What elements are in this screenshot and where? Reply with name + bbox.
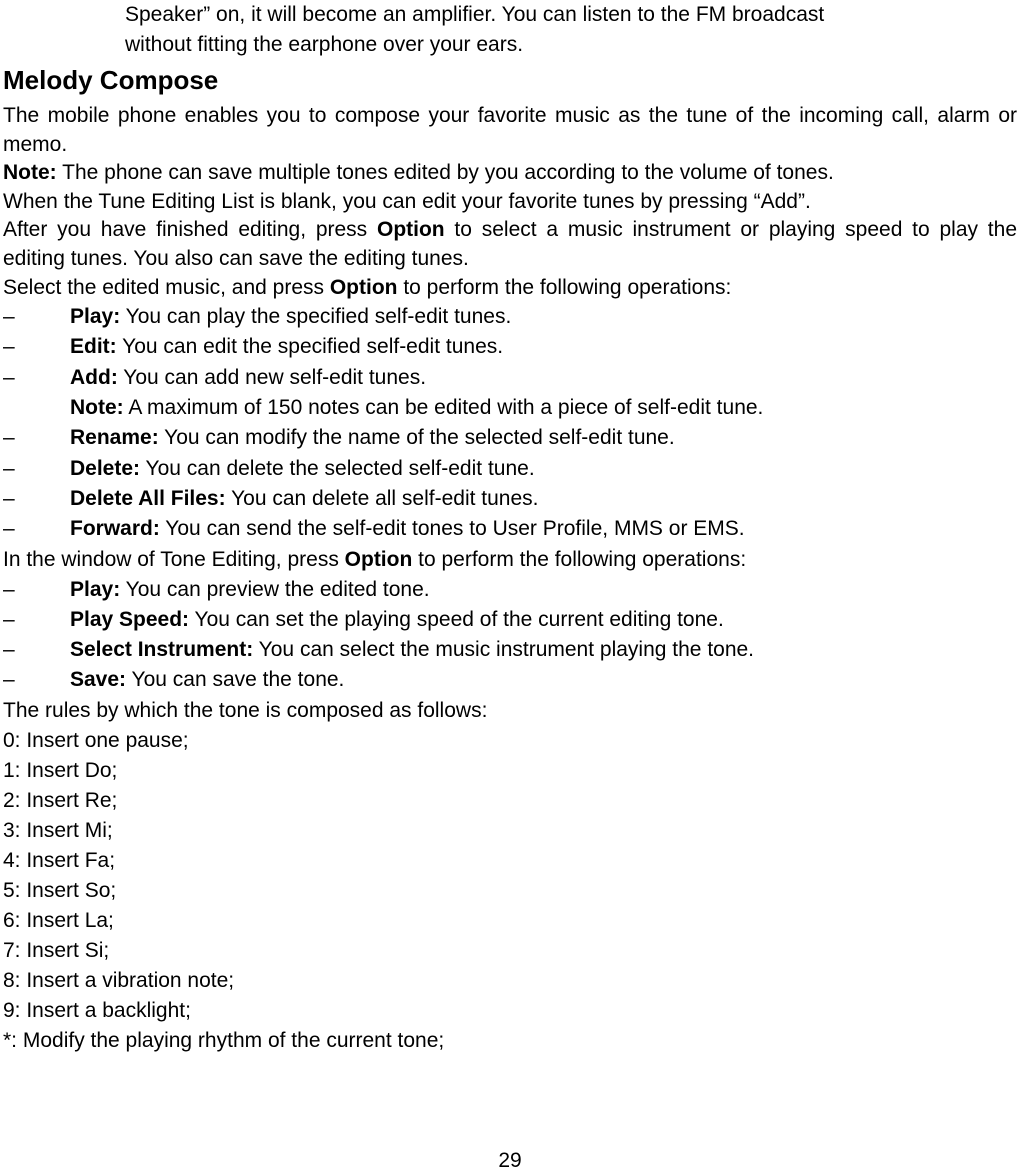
paragraph-intro: The mobile phone enables you to compose your favorite music as the tune of the incoming call, alarm or memo.	[3, 104, 1017, 156]
dash-bullet: –	[3, 668, 15, 692]
para4-after: to perform the following operations:	[397, 275, 732, 299]
dash-bullet: –	[3, 607, 15, 631]
item-label: Play:	[70, 305, 121, 329]
dash-bullet: –	[3, 456, 15, 480]
page-number: 29	[498, 1149, 522, 1172]
item-text: You can modify the name of the selected self-edit tune.	[158, 426, 675, 450]
para5-after: to perform the following operations:	[412, 547, 747, 571]
para3-before: After you have finished editing, press	[3, 218, 377, 242]
list-item	[3, 575, 1017, 605]
dash-bullet: –	[3, 426, 15, 450]
dash-bullet: –	[3, 305, 15, 329]
rule-line: 5: Insert So;	[3, 878, 117, 902]
item-label: Add:	[70, 365, 118, 389]
paragraph-tone-editing	[3, 545, 1017, 575]
item-label: Play Speed:	[70, 607, 190, 631]
item-label: Select Instrument:	[70, 638, 254, 662]
paragraph-select-edited	[3, 274, 1017, 303]
rule-line: 4: Insert Fa;	[3, 848, 116, 872]
option-key-label: Option	[344, 547, 413, 571]
para3-after: to select a music instrument or playing speed to play the editing tunes. You also can save the editing tunes.	[3, 218, 1017, 270]
note-paragraph	[3, 159, 1017, 188]
item-label: Edit:	[70, 335, 117, 359]
item-text: You can send the self-edit tones to User Profile, MMS or EMS.	[159, 517, 745, 541]
rule-line: 6: Insert La;	[3, 908, 114, 932]
item-label: Forward:	[70, 517, 160, 541]
list-item	[3, 454, 1017, 484]
item-label: Play:	[70, 577, 121, 601]
option-key-label: Option	[329, 275, 398, 299]
section-heading: Melody Compose	[3, 65, 219, 95]
rule-line: 2: Insert Re;	[3, 788, 118, 812]
intro-line-1: Speaker” on, it will become an amplifier. You can listen to the FM broadcast	[125, 3, 825, 26]
list-item	[3, 484, 1017, 514]
list-item	[3, 363, 1017, 393]
item-label: Save:	[70, 668, 127, 692]
list-note	[3, 393, 1017, 423]
rule-line: 8: Insert a vibration note;	[3, 968, 235, 992]
para5-before: In the window of Tone Editing, press	[3, 547, 345, 571]
item-label: Delete All Files:	[70, 486, 226, 510]
list-item	[3, 635, 1017, 665]
section-body	[3, 102, 1017, 1056]
note-label: Note:	[70, 396, 124, 420]
item-text: You can edit the specified self-edit tunes.	[116, 335, 504, 359]
item-text: You can play the specified self-edit tunes.	[120, 305, 512, 329]
tone-editing-list	[3, 575, 1017, 696]
item-text: You can set the playing speed of the current editing tone.	[189, 607, 724, 631]
note-text: A maximum of 150 notes can be edited with a piece of self-edit tune.	[123, 396, 764, 420]
dash-bullet: –	[3, 365, 15, 389]
rule-line: 9: Insert a backlight;	[3, 998, 191, 1022]
list-item	[3, 665, 1017, 695]
note-label: Note:	[3, 161, 57, 185]
rule-line: 1: Insert Do;	[3, 758, 118, 782]
item-label: Rename:	[70, 426, 159, 450]
dash-bullet: –	[3, 335, 15, 359]
rules-intro: The rules by which the tone is composed as follows:	[3, 698, 488, 722]
rule-line: *: Modify the playing rhythm of the current tone;	[3, 1028, 445, 1052]
dash-bullet: –	[3, 577, 15, 601]
item-text: You can delete the selected self-edit tune.	[140, 456, 535, 480]
paragraph-blank-list: When the Tune Editing List is blank, you can edit your favorite tunes by pressing “Add”.	[3, 189, 811, 213]
option-key-label: Option	[376, 218, 445, 242]
list-item	[3, 302, 1017, 332]
paragraph-after-editing	[3, 216, 1017, 273]
rule-line: 0: Insert one pause;	[3, 728, 189, 752]
item-text: You can delete all self-edit tunes.	[225, 486, 539, 510]
list-item	[3, 332, 1017, 362]
dash-bullet: –	[3, 486, 15, 510]
list-item	[3, 514, 1017, 544]
item-text: You can preview the edited tone.	[120, 577, 430, 601]
para4-before: Select the edited music, and press	[3, 275, 330, 299]
item-label: Delete:	[70, 456, 141, 480]
item-text: You can select the music instrument playing the tone.	[253, 638, 755, 662]
list-item	[3, 423, 1017, 453]
list-item	[3, 605, 1017, 635]
rule-line: 7: Insert Si;	[3, 938, 110, 962]
operations-list	[3, 302, 1017, 544]
dash-bullet: –	[3, 517, 15, 541]
intro-line-2: without fitting the earphone over your ears.	[125, 33, 524, 56]
rules-list	[3, 726, 1017, 1056]
rule-line: 3: Insert Mi;	[3, 818, 113, 842]
item-text: You can add new self-edit tunes.	[117, 365, 427, 389]
dash-bullet: –	[3, 638, 15, 662]
item-text: You can save the tone.	[126, 668, 345, 692]
note-text: The phone can save multiple tones edited by you according to the volume of tones.	[56, 161, 834, 185]
intro-continuation	[125, 0, 1020, 60]
